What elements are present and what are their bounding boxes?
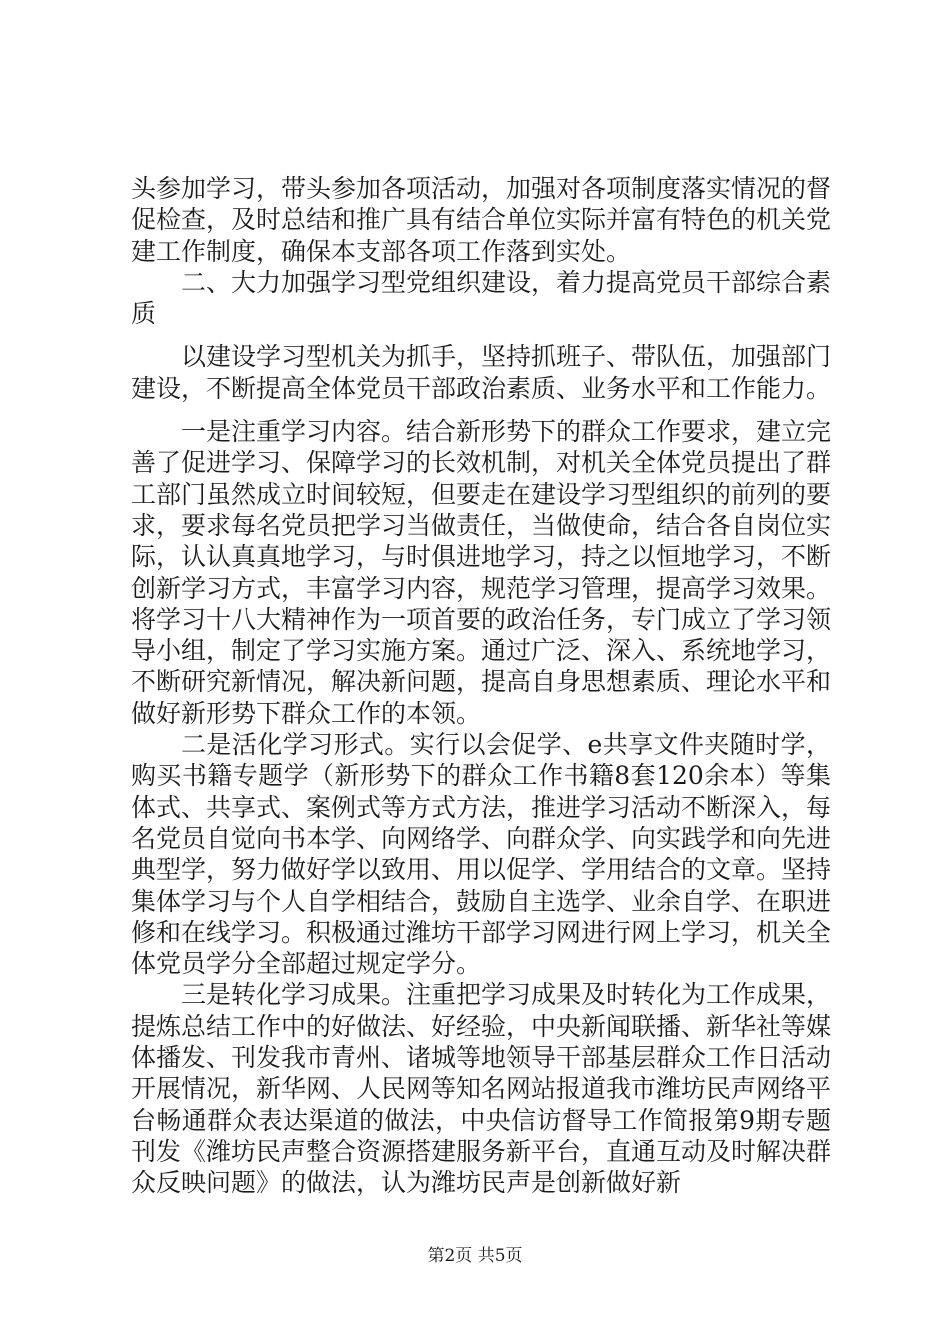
- paragraph-intro: 以建设学习型机关为抓手，坚持抓班子、带队伍，加强部门建设，不断提高全体党员干部政治素质、业务水平和工作能力。: [131, 342, 832, 403]
- paragraph-continuation: 头参加学习，带头参加各项活动，加强对各项制度落实情况的督促检查，及时总结和推广具有结合单位实际并富有特色的机关党建工作制度，确保本支部各项工作落到实处。: [131, 174, 832, 266]
- paragraph-point-two: 二是活化学习形式。实行以会促学、e共享文件夹随时学，购买书籍专题学（新形势下的群众工作书籍8套120余本）等集体式、共享式、案例式等方式方法，推进学习活动不断深入，每名党员自觉向书本学、向网络学、向群众学、向实践学和向先进典型学，努力做好学以致用、用以促学、学用结合的文章。坚持集体学习与个人自学相结合，鼓励自主选学、业余自学、在职进修和在线学习。积极通过潍坊干部学习网进行网上学习，机关全体党员学分全部超过规定学分。: [131, 730, 832, 979]
- document-body: [131, 173, 831, 1199]
- paragraph-point-one: 一是注重学习内容。结合新形势下的群众工作要求，建立完善了促进学习、保障学习的长效机制，对机关全体党员提出了群工部门虽然成立时间较短，但要走在建设学习型组织的前列的要求，要求每名党员把学习当做责任，当做使命，结合各自岗位实际，认认真真地学习，与时俱进地学习，持之以恒地学习，不断创新学习方式，丰富学习内容，规范学习管理，提高学习效果。将学习十八大精神作为一项首要的政治任务，专门成立了学习领导小组，制定了学习实施方案。通过广泛、深入、系统地学习，不断研究新情况，解决新问题，提高自身思想素质、理论水平和做好新形势下群众工作的本领。: [131, 417, 832, 728]
- section-heading: 二、大力加强学习型党组织建设，着力提高党员干部综合素质: [131, 267, 832, 329]
- page-number-footer: 第2页 共5页: [427, 1246, 523, 1266]
- paragraph-point-three: 三是转化学习成果。注重把学习成果及时转化为工作成果，提炼总结工作中的好做法、好经验，中央新闻联播、新华社等媒体播发、刊发我市青州、诸城等地领导干部基层群众工作日活动开展情况，新华网、人民网等知名网站报道我市潍坊民声网络平台畅通群众表达渠道的做法，中央信访督导工作简报第9期专题刊发《潍坊民声整合资源搭建服务新平台，直通互动及时解决群众反映问题》的做法，认为潍坊民声是创新做好新: [131, 980, 832, 1198]
